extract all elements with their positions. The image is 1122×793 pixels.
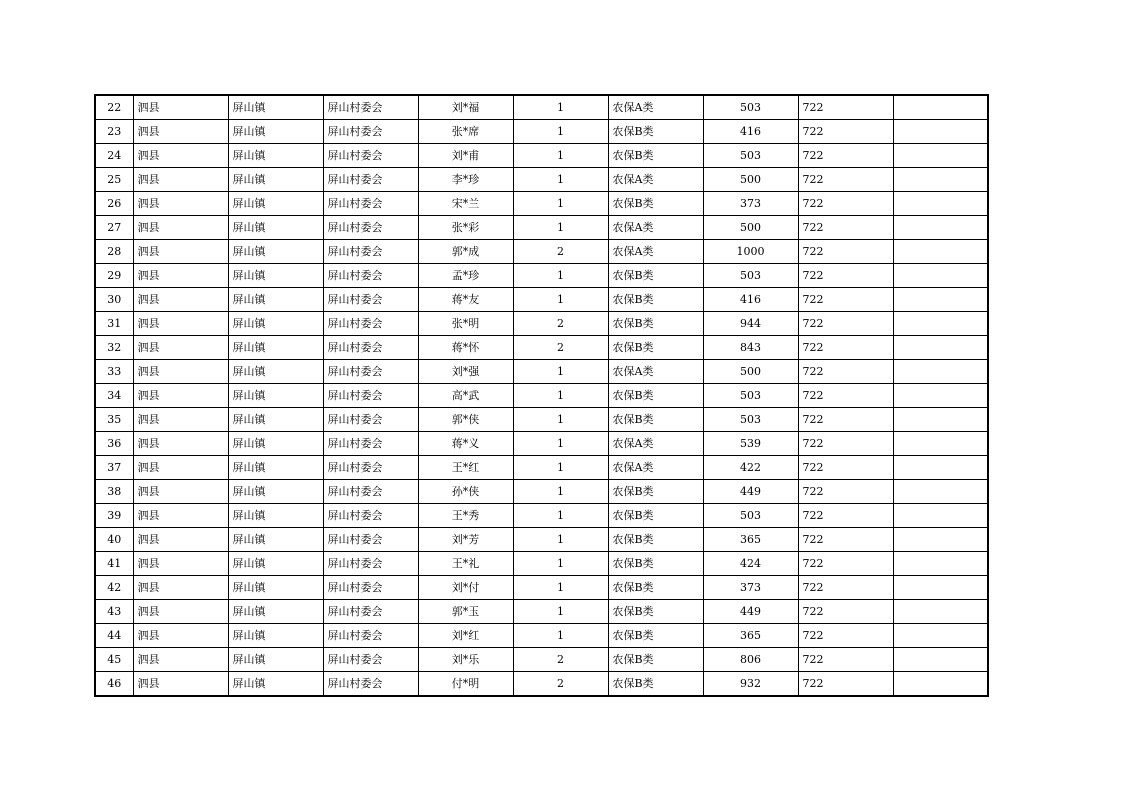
- persons-cell: 2: [513, 312, 608, 336]
- table-row: [95, 432, 988, 456]
- amount-cell: 365: [703, 624, 798, 648]
- town-cell: 屏山镇: [228, 456, 323, 480]
- amount-cell: 503: [703, 264, 798, 288]
- table-row: [95, 456, 988, 480]
- standard-cell: 722: [798, 600, 893, 624]
- remark-cell: [893, 648, 988, 672]
- standard-cell: 722: [798, 480, 893, 504]
- town-cell: 屏山镇: [228, 168, 323, 192]
- category-cell: 农保A类: [608, 360, 703, 384]
- town-cell: 屏山镇: [228, 360, 323, 384]
- category-cell: 农保A类: [608, 95, 703, 120]
- table-row: [95, 504, 988, 528]
- remark-cell: [893, 576, 988, 600]
- persons-cell: 2: [513, 648, 608, 672]
- name-cell: 付*明: [418, 672, 513, 697]
- persons-cell: 2: [513, 240, 608, 264]
- amount-cell: 422: [703, 456, 798, 480]
- category-cell: 农保B类: [608, 144, 703, 168]
- name-cell: 郭*成: [418, 240, 513, 264]
- table-row: [95, 384, 988, 408]
- persons-cell: 1: [513, 264, 608, 288]
- standard-cell: 722: [798, 648, 893, 672]
- remark-cell: [893, 480, 988, 504]
- name-cell: 刘*红: [418, 624, 513, 648]
- village-cell: 屏山村委会: [323, 240, 418, 264]
- remark-cell: [893, 672, 988, 697]
- row-index-cell: 28: [95, 240, 133, 264]
- persons-cell: 1: [513, 456, 608, 480]
- village-cell: 屏山村委会: [323, 408, 418, 432]
- town-cell: 屏山镇: [228, 480, 323, 504]
- standard-cell: 722: [798, 192, 893, 216]
- row-index-cell: 34: [95, 384, 133, 408]
- amount-cell: 500: [703, 360, 798, 384]
- town-cell: 屏山镇: [228, 192, 323, 216]
- remark-cell: [893, 552, 988, 576]
- village-cell: 屏山村委会: [323, 95, 418, 120]
- name-cell: 高*武: [418, 384, 513, 408]
- data-table: [94, 94, 989, 697]
- persons-cell: 1: [513, 120, 608, 144]
- remark-cell: [893, 504, 988, 528]
- row-index-cell: 40: [95, 528, 133, 552]
- table-row: [95, 240, 988, 264]
- standard-cell: 722: [798, 240, 893, 264]
- amount-cell: 416: [703, 288, 798, 312]
- county-cell: 泗县: [133, 264, 228, 288]
- table-row: [95, 312, 988, 336]
- persons-cell: 1: [513, 95, 608, 120]
- table-row: [95, 192, 988, 216]
- town-cell: 屏山镇: [228, 408, 323, 432]
- table-row: [95, 216, 988, 240]
- category-cell: 农保B类: [608, 384, 703, 408]
- town-cell: 屏山镇: [228, 384, 323, 408]
- table-row: [95, 528, 988, 552]
- amount-cell: 503: [703, 408, 798, 432]
- table-row: [95, 600, 988, 624]
- persons-cell: 2: [513, 672, 608, 697]
- village-cell: 屏山村委会: [323, 432, 418, 456]
- table-body: [95, 95, 988, 696]
- amount-cell: 503: [703, 504, 798, 528]
- remark-cell: [893, 168, 988, 192]
- remark-cell: [893, 120, 988, 144]
- county-cell: 泗县: [133, 648, 228, 672]
- remark-cell: [893, 600, 988, 624]
- town-cell: 屏山镇: [228, 120, 323, 144]
- table-row: [95, 480, 988, 504]
- remark-cell: [893, 408, 988, 432]
- county-cell: 泗县: [133, 528, 228, 552]
- remark-cell: [893, 360, 988, 384]
- town-cell: 屏山镇: [228, 648, 323, 672]
- county-cell: 泗县: [133, 576, 228, 600]
- remark-cell: [893, 95, 988, 120]
- amount-cell: 539: [703, 432, 798, 456]
- amount-cell: 373: [703, 576, 798, 600]
- name-cell: 郭*侠: [418, 408, 513, 432]
- county-cell: 泗县: [133, 312, 228, 336]
- county-cell: 泗县: [133, 216, 228, 240]
- table-row: [95, 168, 988, 192]
- remark-cell: [893, 144, 988, 168]
- county-cell: 泗县: [133, 624, 228, 648]
- row-index-cell: 32: [95, 336, 133, 360]
- standard-cell: 722: [798, 408, 893, 432]
- remark-cell: [893, 312, 988, 336]
- town-cell: 屏山镇: [228, 336, 323, 360]
- amount-cell: 1000: [703, 240, 798, 264]
- standard-cell: 722: [798, 288, 893, 312]
- category-cell: 农保B类: [608, 504, 703, 528]
- amount-cell: 944: [703, 312, 798, 336]
- name-cell: 蒋*怀: [418, 336, 513, 360]
- category-cell: 农保B类: [608, 480, 703, 504]
- town-cell: 屏山镇: [228, 95, 323, 120]
- category-cell: 农保B类: [608, 576, 703, 600]
- village-cell: 屏山村委会: [323, 480, 418, 504]
- amount-cell: 373: [703, 192, 798, 216]
- town-cell: 屏山镇: [228, 600, 323, 624]
- table-row: [95, 672, 988, 697]
- standard-cell: 722: [798, 360, 893, 384]
- persons-cell: 1: [513, 528, 608, 552]
- standard-cell: 722: [798, 672, 893, 697]
- category-cell: 农保A类: [608, 168, 703, 192]
- amount-cell: 449: [703, 480, 798, 504]
- standard-cell: 722: [798, 120, 893, 144]
- town-cell: 屏山镇: [228, 432, 323, 456]
- name-cell: 蒋*义: [418, 432, 513, 456]
- name-cell: 刘*甫: [418, 144, 513, 168]
- county-cell: 泗县: [133, 95, 228, 120]
- remark-cell: [893, 264, 988, 288]
- name-cell: 张*彩: [418, 216, 513, 240]
- row-index-cell: 26: [95, 192, 133, 216]
- amount-cell: 500: [703, 216, 798, 240]
- persons-cell: 1: [513, 600, 608, 624]
- row-index-cell: 44: [95, 624, 133, 648]
- town-cell: 屏山镇: [228, 240, 323, 264]
- name-cell: 孟*珍: [418, 264, 513, 288]
- category-cell: 农保B类: [608, 192, 703, 216]
- category-cell: 农保B类: [608, 312, 703, 336]
- remark-cell: [893, 624, 988, 648]
- remark-cell: [893, 432, 988, 456]
- row-index-cell: 31: [95, 312, 133, 336]
- name-cell: 王*红: [418, 456, 513, 480]
- village-cell: 屏山村委会: [323, 648, 418, 672]
- category-cell: 农保B类: [608, 120, 703, 144]
- row-index-cell: 23: [95, 120, 133, 144]
- county-cell: 泗县: [133, 552, 228, 576]
- table-row: [95, 144, 988, 168]
- category-cell: 农保A类: [608, 240, 703, 264]
- village-cell: 屏山村委会: [323, 504, 418, 528]
- remark-cell: [893, 456, 988, 480]
- table-row: [95, 95, 988, 120]
- standard-cell: 722: [798, 576, 893, 600]
- table-row: [95, 288, 988, 312]
- standard-cell: 722: [798, 432, 893, 456]
- table-row: [95, 360, 988, 384]
- row-index-cell: 41: [95, 552, 133, 576]
- persons-cell: 1: [513, 192, 608, 216]
- county-cell: 泗县: [133, 480, 228, 504]
- county-cell: 泗县: [133, 600, 228, 624]
- village-cell: 屏山村委会: [323, 576, 418, 600]
- standard-cell: 722: [798, 144, 893, 168]
- standard-cell: 722: [798, 264, 893, 288]
- village-cell: 屏山村委会: [323, 312, 418, 336]
- table-row: [95, 336, 988, 360]
- category-cell: 农保B类: [608, 648, 703, 672]
- category-cell: 农保B类: [608, 600, 703, 624]
- name-cell: 刘*芳: [418, 528, 513, 552]
- village-cell: 屏山村委会: [323, 216, 418, 240]
- name-cell: 张*明: [418, 312, 513, 336]
- town-cell: 屏山镇: [228, 288, 323, 312]
- name-cell: 王*礼: [418, 552, 513, 576]
- amount-cell: 503: [703, 95, 798, 120]
- town-cell: 屏山镇: [228, 312, 323, 336]
- county-cell: 泗县: [133, 120, 228, 144]
- standard-cell: 722: [798, 552, 893, 576]
- row-index-cell: 36: [95, 432, 133, 456]
- category-cell: 农保B类: [608, 672, 703, 697]
- standard-cell: 722: [798, 216, 893, 240]
- standard-cell: 722: [798, 312, 893, 336]
- village-cell: 屏山村委会: [323, 264, 418, 288]
- remark-cell: [893, 216, 988, 240]
- village-cell: 屏山村委会: [323, 624, 418, 648]
- amount-cell: 500: [703, 168, 798, 192]
- persons-cell: 1: [513, 288, 608, 312]
- amount-cell: 416: [703, 120, 798, 144]
- standard-cell: 722: [798, 624, 893, 648]
- table-row: [95, 408, 988, 432]
- town-cell: 屏山镇: [228, 624, 323, 648]
- county-cell: 泗县: [133, 144, 228, 168]
- persons-cell: 1: [513, 432, 608, 456]
- persons-cell: 1: [513, 360, 608, 384]
- row-index-cell: 43: [95, 600, 133, 624]
- row-index-cell: 33: [95, 360, 133, 384]
- category-cell: 农保B类: [608, 336, 703, 360]
- name-cell: 郭*玉: [418, 600, 513, 624]
- town-cell: 屏山镇: [228, 144, 323, 168]
- row-index-cell: 39: [95, 504, 133, 528]
- county-cell: 泗县: [133, 288, 228, 312]
- county-cell: 泗县: [133, 192, 228, 216]
- row-index-cell: 30: [95, 288, 133, 312]
- standard-cell: 722: [798, 336, 893, 360]
- county-cell: 泗县: [133, 168, 228, 192]
- town-cell: 屏山镇: [228, 552, 323, 576]
- standard-cell: 722: [798, 528, 893, 552]
- amount-cell: 424: [703, 552, 798, 576]
- row-index-cell: 24: [95, 144, 133, 168]
- standard-cell: 722: [798, 384, 893, 408]
- amount-cell: 503: [703, 384, 798, 408]
- county-cell: 泗县: [133, 432, 228, 456]
- row-index-cell: 45: [95, 648, 133, 672]
- row-index-cell: 42: [95, 576, 133, 600]
- persons-cell: 1: [513, 384, 608, 408]
- table-row: [95, 264, 988, 288]
- table-row: [95, 576, 988, 600]
- village-cell: 屏山村委会: [323, 552, 418, 576]
- name-cell: 张*席: [418, 120, 513, 144]
- town-cell: 屏山镇: [228, 528, 323, 552]
- amount-cell: 365: [703, 528, 798, 552]
- remark-cell: [893, 288, 988, 312]
- row-index-cell: 38: [95, 480, 133, 504]
- row-index-cell: 25: [95, 168, 133, 192]
- name-cell: 孙*侠: [418, 480, 513, 504]
- village-cell: 屏山村委会: [323, 288, 418, 312]
- village-cell: 屏山村委会: [323, 144, 418, 168]
- name-cell: 李*珍: [418, 168, 513, 192]
- name-cell: 刘*付: [418, 576, 513, 600]
- village-cell: 屏山村委会: [323, 600, 418, 624]
- standard-cell: 722: [798, 95, 893, 120]
- remark-cell: [893, 336, 988, 360]
- table-row: [95, 624, 988, 648]
- row-index-cell: 29: [95, 264, 133, 288]
- name-cell: 刘*福: [418, 95, 513, 120]
- amount-cell: 503: [703, 144, 798, 168]
- row-index-cell: 46: [95, 672, 133, 697]
- persons-cell: 1: [513, 552, 608, 576]
- county-cell: 泗县: [133, 672, 228, 697]
- village-cell: 屏山村委会: [323, 120, 418, 144]
- county-cell: 泗县: [133, 336, 228, 360]
- table-row: [95, 552, 988, 576]
- remark-cell: [893, 192, 988, 216]
- amount-cell: 449: [703, 600, 798, 624]
- persons-cell: 1: [513, 624, 608, 648]
- category-cell: 农保B类: [608, 528, 703, 552]
- town-cell: 屏山镇: [228, 672, 323, 697]
- amount-cell: 932: [703, 672, 798, 697]
- name-cell: 宋*兰: [418, 192, 513, 216]
- town-cell: 屏山镇: [228, 264, 323, 288]
- remark-cell: [893, 528, 988, 552]
- remark-cell: [893, 384, 988, 408]
- remark-cell: [893, 240, 988, 264]
- standard-cell: 722: [798, 456, 893, 480]
- category-cell: 农保B类: [608, 288, 703, 312]
- county-cell: 泗县: [133, 408, 228, 432]
- town-cell: 屏山镇: [228, 504, 323, 528]
- category-cell: 农保A类: [608, 456, 703, 480]
- town-cell: 屏山镇: [228, 576, 323, 600]
- category-cell: 农保B类: [608, 552, 703, 576]
- persons-cell: 2: [513, 336, 608, 360]
- county-cell: 泗县: [133, 504, 228, 528]
- row-index-cell: 22: [95, 95, 133, 120]
- table-row: [95, 120, 988, 144]
- persons-cell: 1: [513, 504, 608, 528]
- village-cell: 屏山村委会: [323, 168, 418, 192]
- category-cell: 农保A类: [608, 216, 703, 240]
- name-cell: 王*秀: [418, 504, 513, 528]
- village-cell: 屏山村委会: [323, 336, 418, 360]
- county-cell: 泗县: [133, 384, 228, 408]
- amount-cell: 843: [703, 336, 798, 360]
- village-cell: 屏山村委会: [323, 384, 418, 408]
- village-cell: 屏山村委会: [323, 456, 418, 480]
- row-index-cell: 35: [95, 408, 133, 432]
- village-cell: 屏山村委会: [323, 360, 418, 384]
- persons-cell: 1: [513, 144, 608, 168]
- table-row: [95, 648, 988, 672]
- category-cell: 农保B类: [608, 408, 703, 432]
- standard-cell: 722: [798, 168, 893, 192]
- county-cell: 泗县: [133, 360, 228, 384]
- category-cell: 农保B类: [608, 624, 703, 648]
- amount-cell: 806: [703, 648, 798, 672]
- county-cell: 泗县: [133, 240, 228, 264]
- name-cell: 刘*强: [418, 360, 513, 384]
- standard-cell: 722: [798, 504, 893, 528]
- persons-cell: 1: [513, 408, 608, 432]
- category-cell: 农保A类: [608, 432, 703, 456]
- persons-cell: 1: [513, 168, 608, 192]
- village-cell: 屏山村委会: [323, 528, 418, 552]
- town-cell: 屏山镇: [228, 216, 323, 240]
- category-cell: 农保B类: [608, 264, 703, 288]
- village-cell: 屏山村委会: [323, 192, 418, 216]
- persons-cell: 1: [513, 216, 608, 240]
- name-cell: 蒋*友: [418, 288, 513, 312]
- row-index-cell: 37: [95, 456, 133, 480]
- county-cell: 泗县: [133, 456, 228, 480]
- persons-cell: 1: [513, 576, 608, 600]
- name-cell: 刘*乐: [418, 648, 513, 672]
- persons-cell: 1: [513, 480, 608, 504]
- row-index-cell: 27: [95, 216, 133, 240]
- village-cell: 屏山村委会: [323, 672, 418, 697]
